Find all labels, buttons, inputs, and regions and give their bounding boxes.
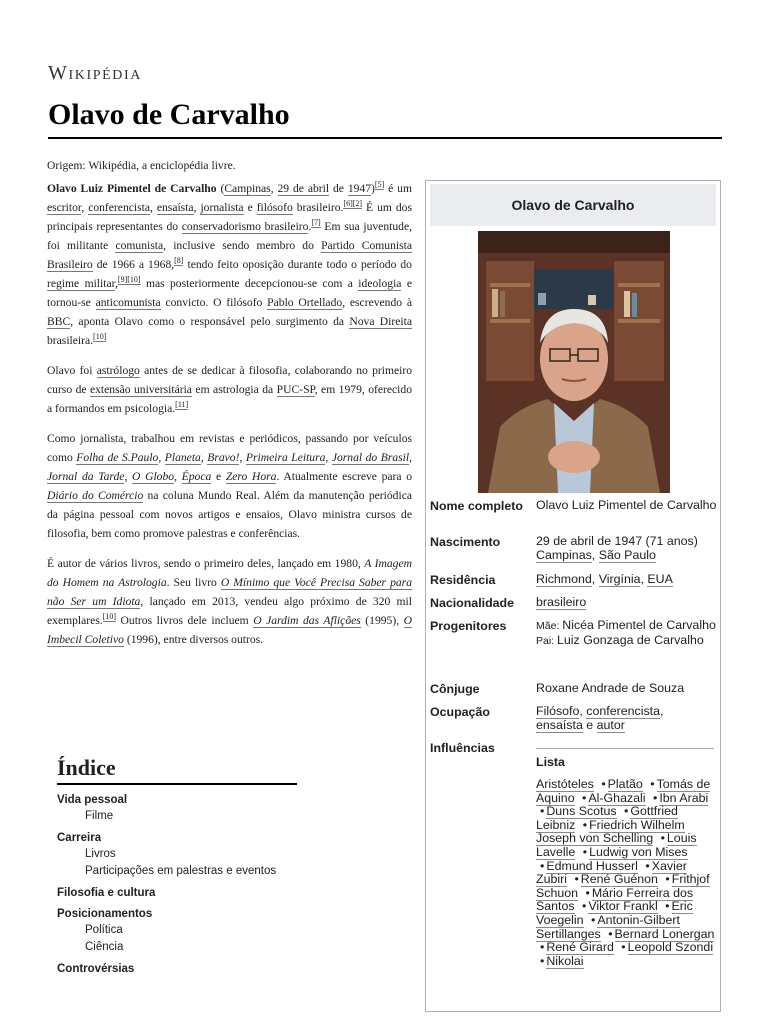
text: É um dos principais representantes do [47,201,412,233]
table-of-contents [57,754,297,977]
list-bullet: • [574,872,579,887]
influence-link[interactable]: Ibn Arabi [659,790,709,805]
text: de 1966 a 1968, [92,258,175,271]
influence-link[interactable]: René Girard [546,940,614,955]
influence-link[interactable]: Gottfried Leibniz [536,804,678,832]
link-filosofo[interactable]: filósofo [256,201,293,214]
list-bullet: • [653,790,658,805]
influence-link[interactable]: Leopold Szondi [627,940,714,955]
influence-link[interactable]: Tomás de Aquino [536,777,711,805]
link-eua[interactable]: EUA [647,572,673,586]
link-ensaista-ib[interactable]: ensaísta [536,717,583,732]
link-conservadorismo[interactable]: conservadorismo brasileiro [181,220,309,233]
origin-line: Origem: Wikipédia, a enciclopédia livre. [47,159,236,172]
text: ( [216,182,225,195]
text: tendo feito oposição durante todo o período do [183,258,412,271]
paragraph-astrology [47,361,412,418]
label-nascimento: Nascimento [430,535,501,549]
list-bullet: • [540,940,545,955]
paragraph-books [47,554,412,649]
link-nova-direita[interactable]: Nova Direita [349,315,412,328]
paragraph-intro [47,179,412,350]
text: mas posteriormente decepcionou-se com a [140,277,359,290]
link-ensaista[interactable]: ensaísta [156,201,194,214]
value-nascimento [536,535,718,562]
ref-9-10[interactable]: [9][10] [117,275,141,285]
influence-link[interactable]: Platão [607,777,643,791]
link-campinas-ib[interactable]: Campinas [536,547,592,562]
text: , em 1979, oferecido a formandos em psicologia. [47,383,412,415]
pai-name: Luiz Gonzaga de Carvalho [557,632,704,647]
link-ideologia[interactable]: ideologia [358,277,402,290]
influence-link[interactable]: Mário Ferreira dos Santos [536,885,694,914]
link-29-abril[interactable]: 29 de abril [277,182,330,195]
label-residencia: Residência [430,573,496,587]
text: em astrologia da [191,383,277,396]
toc-title: Índice [57,755,116,780]
influence-link[interactable]: Louis Lavelle [536,831,697,859]
text: é um [384,182,412,195]
sep: , [591,572,599,586]
link-jornal-da-tarde[interactable]: Jornal da Tarde [47,470,125,483]
text: e [211,470,226,483]
text: , [158,451,165,464]
influence-link[interactable]: Antonin-Gilbert Sertillanges [536,912,680,941]
ref-8[interactable]: [8] [174,256,184,266]
text: , [115,277,118,290]
portrait-photo[interactable] [478,231,670,493]
list-bullet: • [621,940,626,955]
text: . [308,220,312,233]
label-influencias: Influências [430,741,495,755]
link-comunista[interactable]: comunista [115,239,164,252]
toc-subsection[interactable]: Livros [85,848,116,860]
value-residencia [536,573,718,587]
value-nacionalidade [536,596,718,610]
influence-link[interactable]: Ludwig von Mises [589,844,688,859]
sep: , [579,704,587,718]
text: , [239,451,246,464]
text: , [409,451,413,464]
toc-subsection[interactable]: Participações em palestras e eventos [85,865,277,877]
link-bravo[interactable]: Bravo! [207,451,240,464]
text: brasileiro. [292,201,344,214]
link-pablo-ortellado[interactable]: Pablo Ortellado [267,296,343,309]
label-ocupacao: Ocupação [430,705,490,719]
text: , [174,470,182,483]
toc-subsection[interactable]: Ciência [85,941,124,953]
sep: , [591,547,599,562]
text: , [81,201,89,214]
value-nome: Olavo Luiz Pimentel de Carvalho [536,498,717,512]
text: de [329,182,348,195]
influence-link[interactable]: Al-Ghazali [588,790,646,805]
lista-divider [536,748,714,749]
list-bullet: • [540,953,545,968]
list-bullet: • [624,804,629,819]
influence-link[interactable]: Bernard Lonergan [614,926,715,941]
influence-link[interactable]: Duns Scotus [546,804,617,819]
paragraph-journalism [47,429,412,543]
link-virginia[interactable]: Virgínia [598,572,641,586]
birth-date: 29 de abril de 1947 (71 anos) [536,534,698,548]
and: e [582,717,597,732]
infobox-title: Olavo de Carvalho [430,184,716,226]
link-conferencista[interactable]: conferencista [88,201,150,214]
influence-link[interactable]: Xavier Zubiri [536,858,687,887]
link-regime-militar[interactable]: regime militar [47,277,116,290]
list-bullet: • [540,858,545,873]
influence-link[interactable]: Frithjof Schuon [536,872,710,900]
link-anticomunista[interactable]: anticomunista [95,296,161,309]
text: na coluna Mundo Real. Além da manutenção periódica da página pessoal com novos artigos e ensaios, Olavo ministra cursos de filosofia, bem como promove palestras e conferências. [47,489,412,540]
link-zero-hora[interactable]: Zero Hora [225,470,277,483]
link-jornalista[interactable]: jornalista [200,201,244,214]
label-nome: Nome completo [430,499,523,513]
ref-5[interactable]: [5] [374,180,385,190]
toc-section[interactable]: Vida pessoal [57,794,128,806]
text: , [124,470,133,483]
ref-7[interactable]: [7] [311,218,321,228]
text: (1995), [360,614,404,627]
link-planeta[interactable]: Planeta [164,451,201,464]
text: (1996), entre diversos outros. [123,633,264,646]
text: , escrevendo à [342,296,413,309]
link-jornal-do-brasil[interactable]: Jornal do Brasil [331,451,410,464]
text: . Atualmente escreve para o [276,470,413,483]
ref-10[interactable]: [10] [93,332,107,342]
link-filosofo-ib[interactable]: Filósofo [536,704,580,718]
mae-name: Nicéa Pimentel de Carvalho [562,618,716,632]
influence-link[interactable]: Friedrich Wilhelm Joseph von Schelling [536,817,685,846]
list-bullet: • [608,926,613,941]
link-jardim-das-aflicoes[interactable]: O Jardim das Aflições [253,614,361,627]
text: , [325,451,332,464]
text: , [193,201,201,214]
list-bullet: • [540,804,545,819]
text: , inclusive sendo membro do [163,239,322,252]
link-imbecil-coletivo[interactable]: O Imbecil Coletivo [47,614,412,646]
toc-section[interactable]: Carreira [57,832,102,844]
list-bullet: • [591,912,596,927]
text: ) [371,182,375,195]
list-bullet: • [582,899,587,914]
text: Olavo foi [47,364,97,377]
title-divider [48,137,722,139]
link-richmond[interactable]: Richmond [536,572,592,586]
list-bullet: • [582,790,587,805]
text: , [270,182,278,195]
list-bullet: • [665,899,670,914]
influence-link[interactable]: René Guénon [580,872,658,887]
link-conferencista-ib[interactable]: conferencista [586,704,660,718]
text: , lançado em 2013, vendeu algo próximo de 320 mil exemplares. [47,595,412,627]
mae-label: Mãe: [536,620,563,632]
label-progenitores: Progenitores [430,619,507,633]
influence-link[interactable]: Nikolai [546,953,584,968]
link-o-globo[interactable]: O Globo [132,470,175,483]
wikipedia-logo[interactable]: Wikipédia [48,62,142,84]
influences-list [536,778,716,968]
toc-divider [57,783,297,785]
text: , aponta Olavo como o responsável pelo surgimento da [70,315,350,328]
list-bullet: • [582,817,588,832]
link-bbc[interactable]: BBC [47,315,71,328]
ref-10b[interactable]: [10] [102,612,117,622]
list-bullet: • [585,885,590,900]
list-bullet: • [601,777,606,791]
link-diario-do-comercio[interactable]: Diário do Comércio [47,489,144,502]
link-campinas[interactable]: Campinas [224,182,271,195]
text: Como jornalista, trabalhou em revistas e periódicos, passando por veículos como [47,432,412,464]
value-ocupacao [536,705,718,732]
text: , [200,451,208,464]
value-conjuge: Roxane Andrade de Souza [536,681,685,695]
list-bullet: • [582,844,588,859]
link-puc-sp[interactable]: PUC-SP [276,383,315,396]
link-astrologo[interactable]: astrólogo [96,364,140,377]
text: e [243,201,257,214]
list-bullet: • [650,777,655,791]
text: e tornou-se [47,277,412,309]
infobox [425,180,721,1012]
link-autor[interactable]: autor [596,717,625,732]
link-primeira-leitura[interactable]: Primeira Leitura [245,451,326,464]
toc-subsection[interactable]: Filme [85,810,114,822]
toc-section[interactable]: Filosofia e cultura [57,887,156,899]
link-pcb[interactable]: Partido Comunista Brasileiro [47,239,412,271]
text: Outros livros dele incluem [116,614,254,627]
link-o-minimo[interactable]: O Mínimo que Você Precisa Saber para não Ser um Idiota [47,576,412,608]
text: antes de se dedicar à filosofia, colaborando no primeiro curso de [47,364,412,396]
link-extensao[interactable]: extensão universitária [89,383,192,396]
text: convicto. O filósofo [160,296,268,309]
pai-label: Pai: [536,634,558,647]
lista-title[interactable]: Lista [536,755,565,769]
ref-11[interactable]: [11] [175,400,189,410]
sep: , [659,704,664,718]
list-bullet: • [645,858,650,873]
link-escritor[interactable]: escritor [47,201,82,214]
list-bullet: • [665,872,670,887]
ref-6-2[interactable]: [6][2] [343,199,363,209]
influence-link[interactable]: Eric Voegelin [536,899,693,927]
toc-section[interactable]: Posicionamentos [57,908,153,920]
toc-subsection[interactable]: Política [85,924,123,936]
influence-link[interactable]: Edmund Husserl [546,858,638,873]
subject-name: Olavo Luiz Pimentel de Carvalho [47,182,217,195]
link-folha[interactable]: Folha de S.Paulo [76,451,159,464]
influence-link[interactable]: Aristóteles [536,777,594,791]
link-epoca[interactable]: Época [181,470,212,483]
book-title: A Imagem do Homem na Astrologia [47,557,412,589]
page-title: Olavo de Carvalho [48,98,290,131]
value-progenitores [536,619,718,648]
link-1947[interactable]: 1947 [347,182,372,195]
toc-section[interactable]: Controvérsias [57,963,135,975]
text: . Seu livro [166,576,221,589]
toc-list [57,793,297,977]
text: Em sua juventude, foi militante [47,220,412,252]
article-body [47,156,412,660]
text: , [149,201,157,214]
influence-link[interactable]: Viktor Frankl [588,899,658,914]
text: É autor de vários livros, sendo o primeiro deles, lançado em 1980, [47,557,365,570]
sep: , [640,572,648,586]
label-nacionalidade: Nacionalidade [430,596,515,610]
label-conjuge: Cônjuge [430,682,480,696]
link-sao-paulo[interactable]: São Paulo [598,547,656,562]
text: brasileira. [47,334,94,347]
link-brasileiro[interactable]: brasileiro [536,595,587,609]
list-bullet: • [660,831,665,846]
